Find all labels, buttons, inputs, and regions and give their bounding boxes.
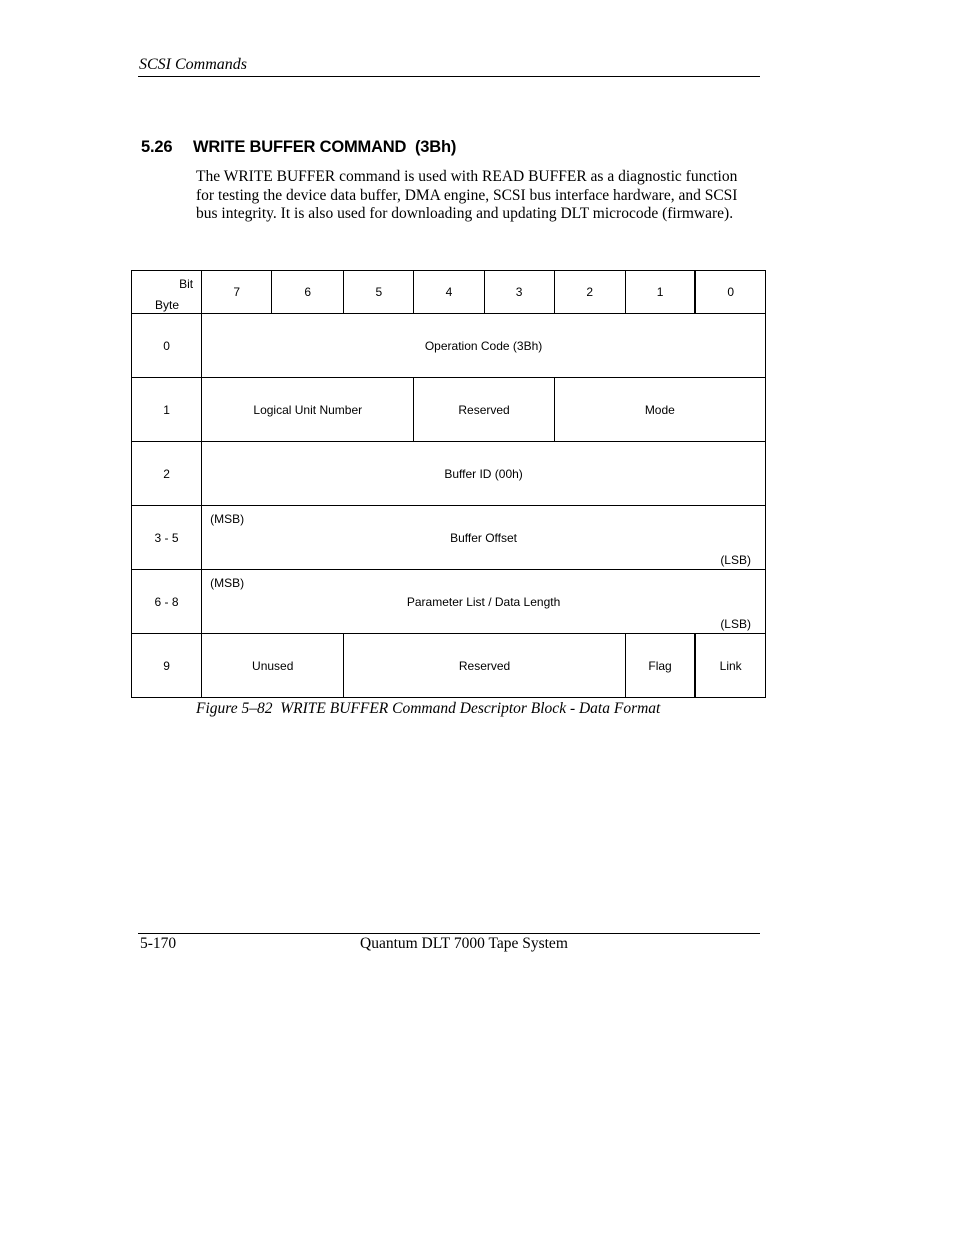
- bit-1: 1: [625, 271, 695, 314]
- mode-field: Mode: [554, 378, 765, 442]
- byte-number: 1: [132, 378, 202, 442]
- byte-number: 9: [132, 634, 202, 698]
- bit-label: Bit: [179, 277, 194, 291]
- buffer-offset-field: Buffer Offset: [450, 530, 518, 545]
- bit-byte-corner: [132, 271, 202, 314]
- byte-number: 0: [132, 314, 202, 378]
- byte-number: 3 - 5: [132, 506, 202, 570]
- buffer-id-field: Buffer ID (00h): [202, 442, 766, 506]
- table-row-byte-2: [132, 442, 766, 506]
- byte-number: 2: [132, 442, 202, 506]
- lsb-label: (LSB): [720, 617, 751, 631]
- table-row-byte-3-5: [132, 506, 766, 570]
- logical-unit-number-field: Logical Unit Number: [202, 378, 414, 442]
- bit-4: 4: [414, 271, 484, 314]
- msb-label: (MSB): [210, 576, 245, 590]
- header-rule: [138, 76, 760, 77]
- parameter-list-length-field: Parameter List / Data Length: [406, 594, 561, 609]
- bit-6: 6: [272, 271, 344, 314]
- bit-0: 0: [695, 271, 765, 314]
- section-number: 5.26: [141, 138, 173, 156]
- reserved-field: Reserved: [344, 634, 625, 698]
- bit-2: 2: [554, 271, 625, 314]
- reserved-field: Reserved: [414, 378, 554, 442]
- section-body: The WRITE BUFFER command is used with READ BUFFER as a diagnostic function for testing the device data buffer, DMA engine, SCSI bus interface hardware, and SCSI bus integrity. It is also used for downloading and updating DLT microcode (firmware).: [196, 168, 738, 223]
- section-heading: [141, 138, 456, 157]
- msb-label: (MSB): [210, 512, 245, 526]
- buffer-offset-cell: [202, 506, 766, 570]
- command-descriptor-table: [131, 270, 766, 698]
- link-field: Link: [695, 634, 765, 698]
- table-row-byte-0: [132, 314, 766, 378]
- table-row-byte-9: [132, 634, 766, 698]
- figure-caption: Figure 5–82 WRITE BUFFER Command Descriptor Block - Data Format: [196, 700, 661, 717]
- bit-header-row: [132, 271, 766, 314]
- unused-field: Unused: [202, 634, 344, 698]
- parameter-list-length-cell: [202, 570, 766, 634]
- bit-7: 7: [202, 271, 272, 314]
- bit-5: 5: [344, 271, 414, 314]
- table-row-byte-1: [132, 378, 766, 442]
- footer-title: Quantum DLT 7000 Tape System: [360, 935, 568, 952]
- page-number: 5-170: [140, 935, 177, 952]
- bit-3: 3: [484, 271, 554, 314]
- flag-field: Flag: [625, 634, 695, 698]
- lsb-label: (LSB): [720, 553, 751, 567]
- byte-label: Byte: [155, 298, 180, 312]
- footer-rule: [138, 933, 760, 934]
- byte-number: 6 - 8: [132, 570, 202, 634]
- section-title: WRITE BUFFER COMMAND (3Bh): [193, 138, 457, 156]
- table-row-byte-6-8: [132, 570, 766, 634]
- running-head: SCSI Commands: [139, 56, 248, 73]
- operation-code-field: Operation Code (3Bh): [202, 314, 766, 378]
